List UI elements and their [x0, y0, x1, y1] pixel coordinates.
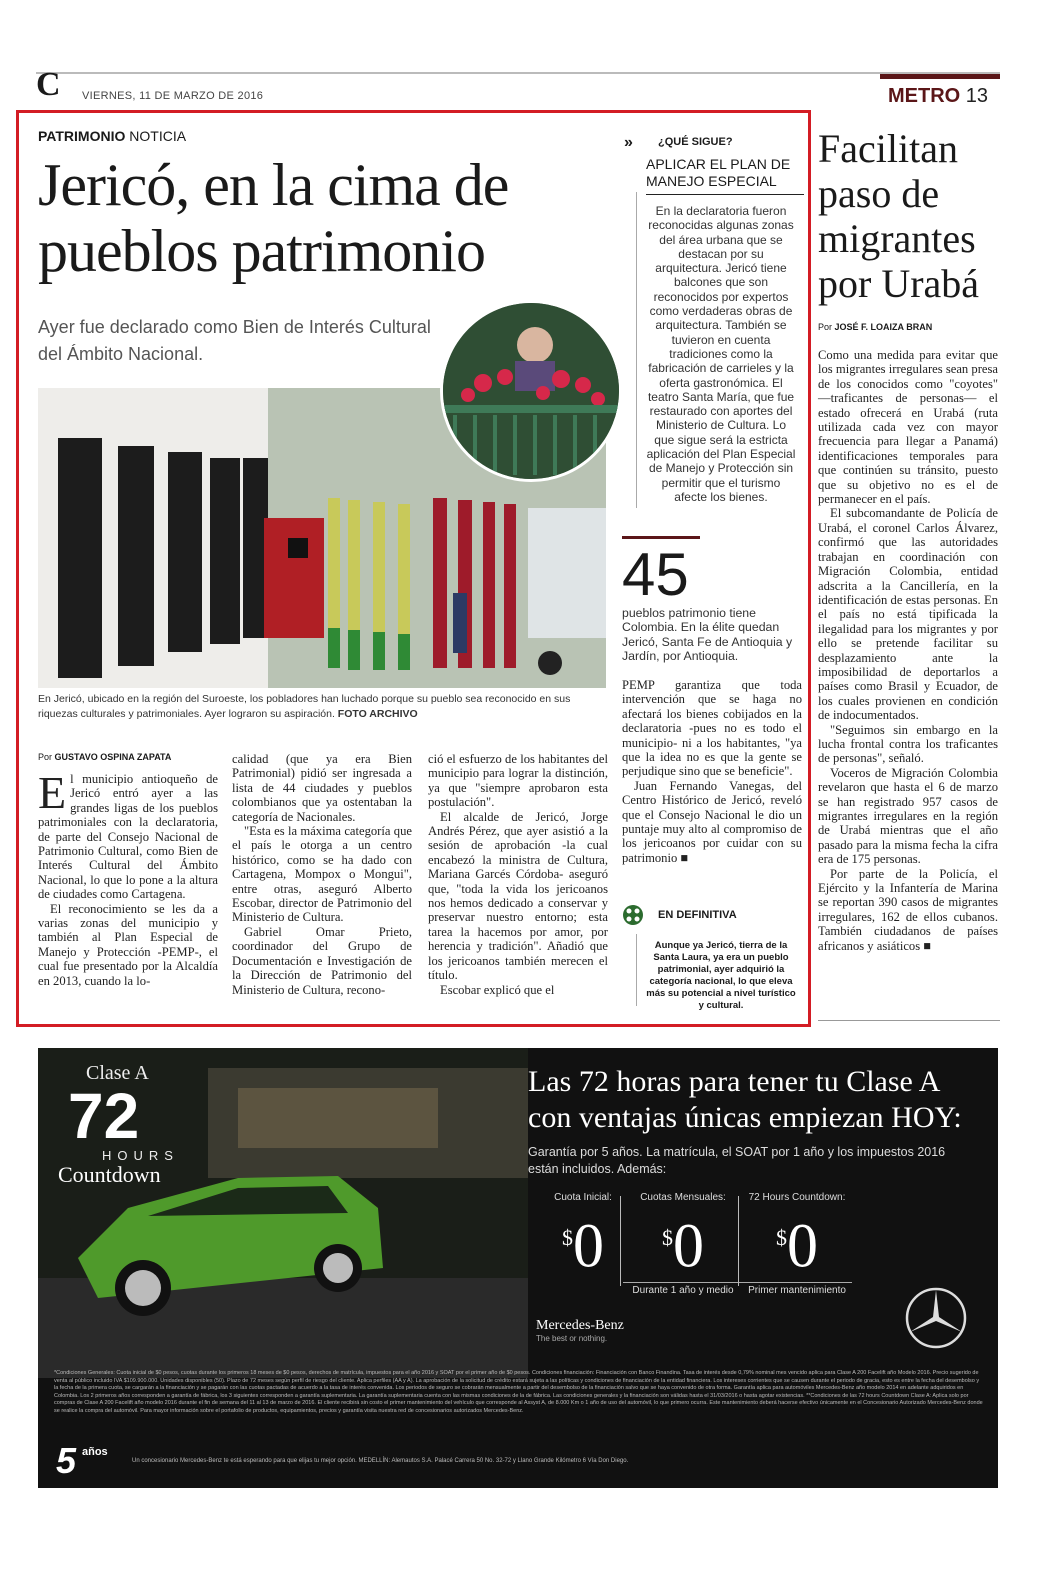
summary-icon — [622, 904, 644, 926]
ad-hours: HOURS — [102, 1148, 179, 1163]
paragraph: Voceros de Migración Colombia revelaron que hasta el 6 de marzo se han registrado 957 casos de migrantes irregulares en la región de Urabá mientras que el año pasado para la misma fecha la cifra era de 175 personas. — [818, 765, 998, 867]
article-column-3 — [428, 752, 608, 997]
brand-name: Mercedes-Benz — [536, 1318, 624, 1333]
issue-date: VIERNES, 11 DE MARZO DE 2016 — [82, 90, 264, 102]
dealer-info: Un concesionario Mercedes-Benz te está esperando para que elijas tu mejor opción. MEDELLÍN: Alemautos S.A. Palacé Carrera 50 No. 32-72 y Llano Grande Kilómetro 6 Vía Don Diego. — [132, 1458, 629, 1464]
paragraph: El alcalde de Jericó, Jorge Andrés Pérez, que ayer asistió a la sesión de aprobación -la cual encabezó la ministra de Cultura, Mariana Garcés Córdoba- aseguró que, "toda la vida los jericoanos nos hemos dedicado a conservar y preservar nuestro entorno; esta tarea la hacemos por amor, por herencia y tradición". Añadió que los jericoanos también merecen el título. — [428, 809, 608, 983]
offer-foot: Durante 1 año y medio — [623, 1282, 743, 1296]
offer-label: Cuotas Mensuales: — [640, 1192, 726, 1203]
side-article-rule — [818, 1020, 1000, 1021]
header-rule — [36, 72, 1000, 74]
drop-cap: E — [38, 767, 67, 818]
byline-prefix: Por — [818, 322, 833, 332]
kicker — [38, 128, 186, 144]
offer-initial — [528, 1192, 638, 1288]
paragraph: ció el esfuerzo de los habitantes del municipio para lograr la distinción, ya que "siempre aprobaron esta postulación". — [428, 752, 608, 810]
paragraph: PEMP garantiza que toda intervención que se haga no afectará los bienes cobijados en la declaratoria -pues no es todo el municipio- ni a los habitantes, "ya que la idea no es que la gente se perjudique sino que se beneficie". — [622, 678, 802, 779]
paragraph — [38, 767, 218, 902]
offer-number: 0 — [673, 1212, 704, 1281]
ad-fine-print: *Condiciones Generales: Cuota inicial de $0 pesos, cuotas durante los primeros 18 meses de $0 pesos, derechos de matrícula, impuestos para el año 2016 y SOAT por el primer año de $0 pesos. Condiciones financiación: Financiación con Banco Finandina. Tasa de interés desde 0,79% nominal mes vencido aplica para Clase A 200 Facelift año Modelo 2016. Precio sugerido de venta al público incluido IVA $109.900.000. Unidades disponibles (50). Plazo de 72 meses según perfil de riesgo del cliente. Aplica perfiles (AA y A). La aprobación de la solicitud de crédito estará sujeta a las políticas y condiciones de financiación de la entidad financiera. Los intereses corrientes que se causen durante el periodo de gracia, esto es entre la fecha del desembolso y la fecha de la primera cuota, se cargarán a la financiación y se pagarán con las cuotas pactadas de acuerdo a la tasa de interés convenida. Los periodos de seguro se cobrarán mensualmente a partir del desembolso de la financiación salvo que se haya convenido de otra forma. Garantía aplica para automóviles Mercedes-Benz año modelo 2014 en adelante adquiridos en Colombia. Los 2 primeros años corresponden a garantía de fábrica, los 3 siguientes corresponden a garantía suplementaria. La garantía suplementaria cuenta con las mismas condiciones de la de fábrica. Las condiciones generales y la financiación son válidas hasta el 31/03/2016 o hasta agotar existencias. **Condiciones de las 72 hours Countdown Clase A: Aplica solo por compras de Clase A 200 Facelift año modelo 2016 durante el fin de semana del 11 al 13 de marzo de 2016. El cliente recibirá sin costo el primer mantenimiento del vehículo que corresponde al Assyst A, de 8.000 Km o 1 año de uso del automóvil, lo que primero ocurra. Este mantenimiento deberá hacerse efectivo únicamente en el Concesionario Autorizado Mercedes-Benz donde se realice la compra del automóvil. Para mayor información sobre el portafolio de productos, equipamientos, precios y garantía visita nuestra red de concesionarios autorizados Mercedes-Benz. — [54, 1370, 983, 1414]
kicker-topic: PATRIMONIO — [38, 128, 126, 144]
ad-text: Garantía por 5 años. La matrícula, el SOAT por 1 año y los impuestos 2016 están incluidos. Además: — [528, 1145, 946, 1176]
fact-text: pueblos patrimonio tiene Colombia. En la élite quedan Jericó, Santa Fe de Antioquia y Jardín, por Antioquia. — [622, 606, 793, 664]
byline-prefix: Por — [38, 752, 53, 762]
inset-photo — [440, 300, 622, 482]
fact-number: 45 — [622, 541, 689, 608]
section-name: METRO — [888, 85, 961, 107]
ad-72: 72 — [68, 1080, 140, 1152]
currency: $ — [776, 1225, 787, 1250]
chevrons-icon: » — [624, 134, 633, 151]
brand-tagline: The best or nothing. — [536, 1334, 608, 1343]
offer-countdown — [742, 1192, 852, 1296]
summary-body: Aunque ya Jericó, tierra de la Santa Laura, ya era un pueblo patrimonial, ayer adquirió la categoría nacional, lo que eleva más su potencial a nivel turístico y cultural. — [646, 940, 796, 1011]
subheadline: Ayer fue declarado como Bien de Interés Cultural del Ámbito Nacional. — [38, 317, 431, 364]
what-next-body: En la declaratoria fueron reconocidas algunas zonas del área urbana que se destacan por su arquitectura. Jericó tiene balcones que son reconocidos por expertos como verdaderas obras de arquitectura. También se tuvieron en cuenta tradiciones como la fabricación de carrieles y la oferta gastronómica. El teatro Santa María, que fue restaurado con aportes del Ministerio de Cultura. Lo que sigue será la estricta aplicación del Plan Especial de Manejo y Protección sin permitir que el turismo afecte los bienes. — [646, 204, 796, 504]
offer-number: 0 — [573, 1212, 604, 1281]
side-article-body — [818, 348, 998, 953]
offer-foot: Primer mantenimiento — [742, 1282, 852, 1296]
paragraph: "Seguimos sin embargo en la lucha frontal contra los traficantes de personas", señaló. — [818, 722, 998, 766]
paragraph: Por parte de la Policía, el Ejército y la Infantería de Marina se reportan 390 casos de migrantes irregulares, 162 de ellos cubanos. También ciudadanos de países africanos y asiáticos ■ — [818, 866, 998, 953]
byline-author: GUSTAVO OSPINA ZAPATA — [54, 752, 172, 762]
sidebar-rule — [636, 192, 637, 508]
paragraph-text: l municipio antioqueño de Jericó entró ayer a las grandes ligas de los pueblos patrimoniales con la declaratoria, de parte del Consejo Nacional de Patrimonio Cultural, como Bien de Interés Cultural del Ámbito Nacional, lo que lo pone a la altura de ciudades como Cartagena. — [38, 772, 218, 902]
paragraph: calidad (que ya era Bien Patrimonial) pidió ser ingresada a lista de 44 ciudades y pueblos colombianos que ya ostentaban la categoría de Nacionales. — [232, 752, 412, 824]
paragraph: Gabriel Omar Prieto, coordinador del Grupo de Documentación e Investigación de la Dirección de Patrimonio del Ministerio de Cultura, recono- — [232, 924, 412, 997]
paragraph: Escobar explicó que el — [440, 982, 555, 997]
paragraph: "Esta es la máxima categoría que el país le otorga a un centro histórico, como se ha dado con Cartagena, Mompox o Mongui", entre otras, aseguró Alberto Escobar, director de Patrimonio del Ministerio de Cultura. — [232, 824, 412, 925]
headline: Jericó, en la cima de pueblos patrimonio — [38, 152, 509, 284]
byline — [38, 752, 171, 762]
offer-number: 0 — [787, 1212, 818, 1281]
currency: $ — [562, 1225, 573, 1250]
paragraph: Juan Fernando Vanegas, del Centro Histórico de Jericó, reveló que el Consejo Nacional le dio un puntaje muy alto al compromiso de los jericoanos por cuidar con su patrimonio ■ — [622, 778, 802, 865]
what-next-title: ¿QUÉ SIGUE? — [658, 136, 733, 148]
anniversary-label: años — [82, 1446, 108, 1458]
anniversary-number: 5 — [56, 1440, 77, 1481]
offer-divider — [620, 1196, 621, 1286]
section-bar — [880, 74, 1000, 79]
ad-model: Clase A — [86, 1062, 149, 1084]
photo-credit: FOTO ARCHIVO — [337, 708, 418, 720]
article-column-1 — [38, 767, 218, 988]
what-next-subtitle: APLICAR EL PLAN DE MANEJO ESPECIAL — [646, 156, 804, 195]
offer-monthly — [623, 1192, 743, 1296]
currency: $ — [662, 1225, 673, 1250]
paragraph: El subcomandante de Policía de Urabá, el coronel Carlos Álvarez, confirmó que las autoridades trabajan en coordinación con Migración Colombia, entidad adscrita a la Cancillería, en la identificación de estas personas. En el país no está tipificada la ilegalidad para los migrantes y por ello se pretende facilitar su desplazamiento ante la imposibilidad de deportarlos a países como Brasil y Ecuador, de los cuales provienen en condición de indocumentados. — [818, 506, 998, 723]
paragraph: Como una medida para evitar que los migrantes irregulares sean presa de los conocidos como "coyotes" —traficantes de personas— el estado ofrecerá en Urabá (ruta utilizada cada vez con mayor frecuencia para llegar a Panamá) identificaciones temporales para que continúen su tránsito, puesto que su objetivo no es el de permanecer en el país. — [818, 348, 998, 507]
side-article-headline: Facilitan paso de migrantes por Urabá — [818, 126, 980, 306]
article-column-2 — [232, 752, 412, 997]
caption-text: En Jericó, ubicado en la región del Suroeste, los pobladores han luchado porque su pueblo sea reconocido en sus riquezas culturales y patrimoniales. Ayer lograron su aspiración. — [38, 693, 571, 720]
newspaper-logo: C — [36, 66, 61, 103]
offer-value — [623, 1203, 743, 1282]
summary-rule — [636, 934, 637, 1006]
mercedes-star-icon — [904, 1286, 968, 1350]
byline-author: JOSÉ F. LOAIZA BRAN — [834, 322, 933, 332]
page-number: 13 — [965, 85, 989, 107]
ad-headline: Las 72 horas para tener tu Clase A con ventajas únicas empiezan HOY: — [528, 1065, 962, 1134]
offer-label: Cuota Inicial: — [554, 1192, 612, 1203]
paragraph: El reconocimiento se les da a varias zonas del municipio y también al Plan Especial de Manejo y Protección -PEMP-, el cual fue presentado por la Alcaldía en 2013, cuando la lo- — [38, 901, 218, 988]
offer-divider — [738, 1196, 739, 1286]
article-column-4 — [622, 678, 802, 865]
offer-value — [528, 1203, 638, 1282]
kicker-type: NOTICIA — [129, 128, 187, 144]
section-title — [888, 85, 988, 108]
ad-countdown: Countdown — [58, 1162, 161, 1187]
offer-value — [742, 1203, 852, 1282]
fact-rule — [622, 536, 700, 539]
advertisement[interactable] — [38, 1048, 998, 1488]
side-article-byline — [818, 322, 932, 332]
photo-caption — [38, 692, 606, 722]
offer-label: 72 Hours Countdown: — [748, 1192, 846, 1203]
summary-title: EN DEFINITIVA — [658, 909, 737, 921]
